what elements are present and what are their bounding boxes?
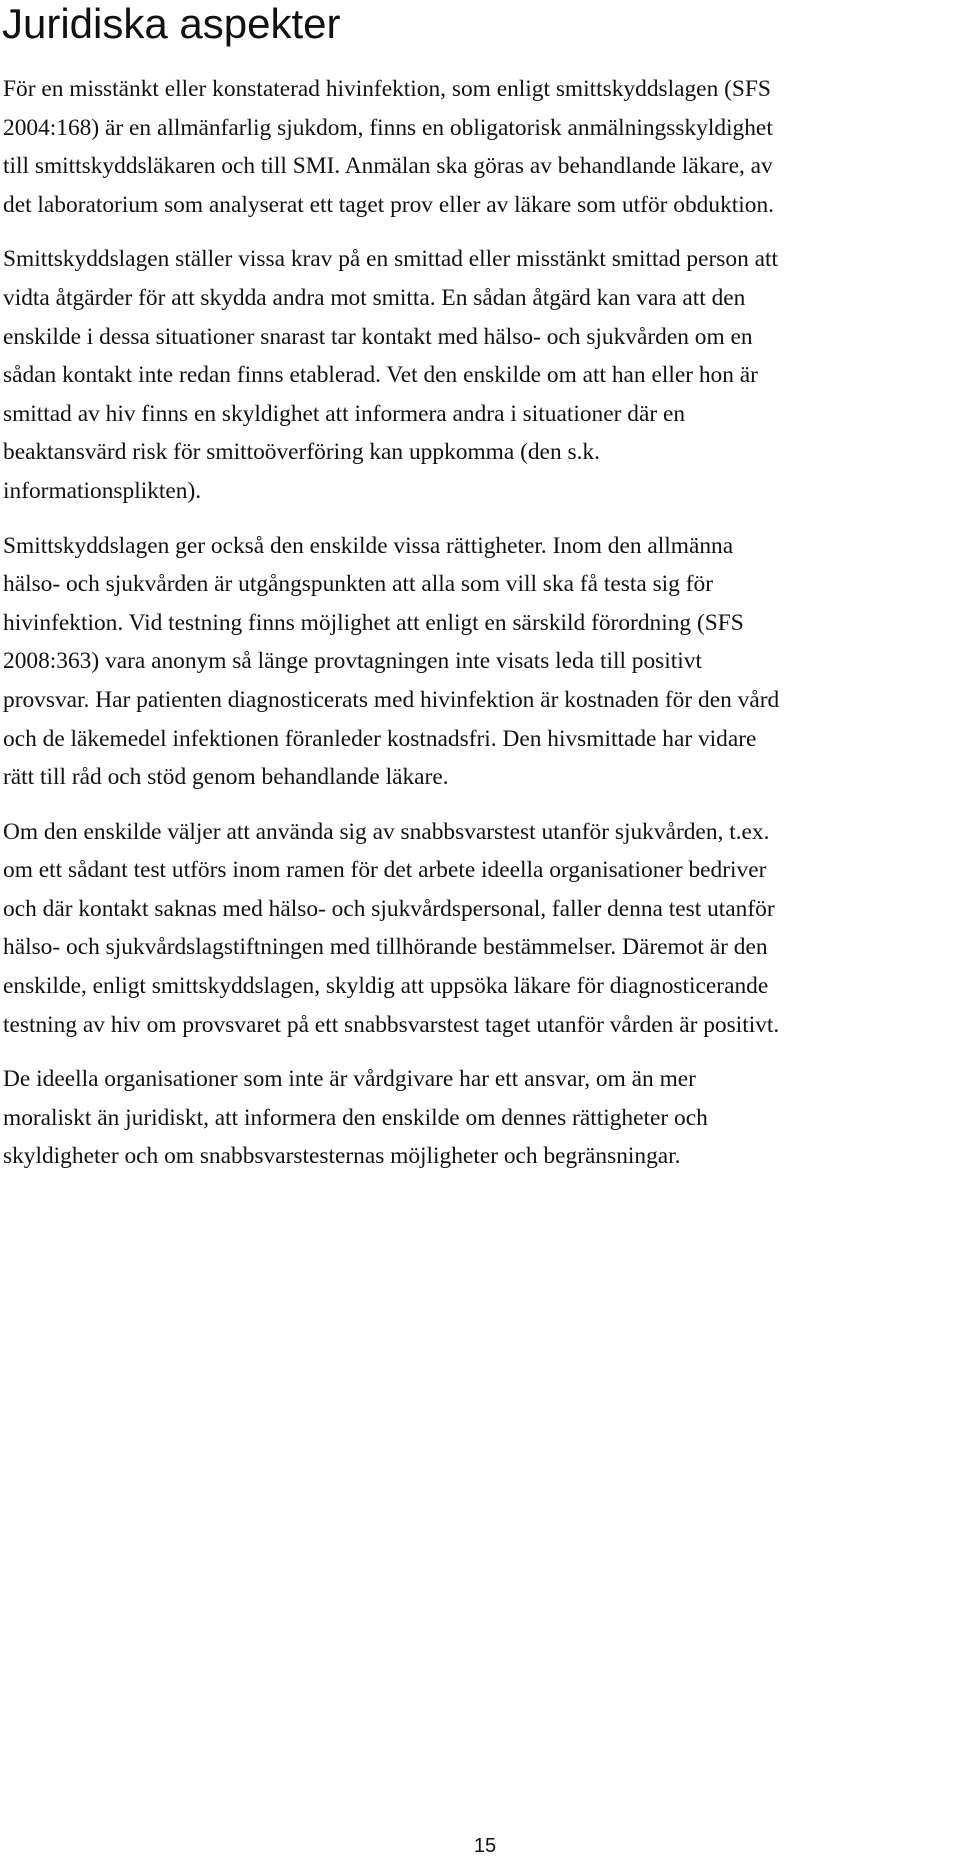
text-line: Smittskyddslagen ger också den enskilde vissa rättigheter. Inom den allmänna	[3, 532, 734, 559]
paragraph-obligations	[0, 240, 956, 510]
text-line: För en misstänkt eller konstaterad hivinfektion, som enligt smittskyddslagen (SFS	[3, 76, 771, 102]
text-line: vidta åtgärder för att skydda andra mot smitta. En sådan åtgärd kan vara att den	[3, 284, 746, 311]
paragraph-reporting-obligation	[0, 70, 956, 224]
text-line: Smittskyddslagen ställer vissa krav på en smittad eller misstänkt smittad person att	[3, 246, 779, 273]
text-line: Om den enskilde väljer att använda sig av snabbsvarstest utanför sjukvården, t.ex.	[3, 818, 770, 845]
text-line: enskilde i dessa situationer snarast tar kontakt med hälso- och sjukvården om en	[3, 323, 753, 350]
text-line: informationsplikten).	[3, 477, 202, 504]
text-line: De ideella organisationer som inte är vårdgivare har ett ansvar, om än mer	[3, 1066, 696, 1093]
text-line: skyldigheter och om snabbsvarstesternas möjligheter och begränsningar.	[3, 1143, 681, 1170]
text-line: hälso- och sjukvårdslagstiftningen med tillhörande bestämmelser. Däremot är den	[3, 934, 768, 961]
text-line: moraliskt än juridiskt, att informera den enskilde om dennes rättigheter och	[3, 1104, 708, 1131]
text-line: rätt till råd och stöd genom behandlande läkare.	[3, 764, 449, 791]
text-line: till smittskyddsläkaren och till SMI. Anmälan ska göras av behandlande läkare, av	[3, 153, 773, 180]
text-line: enskilde, enligt smittskyddslagen, skyldig att uppsöka läkare för diagnosticerande	[3, 973, 769, 1000]
paragraph-rights	[0, 527, 956, 797]
text-line: 2004:168) är en allmänfarlig sjukdom, finns en obligatorisk anmälningsskyldighet	[3, 114, 773, 141]
text-line: 2008:363) vara anonym så länge provtagningen inte visats leda till positivt	[3, 648, 702, 675]
text-line: och där kontakt saknas med hälso- och sjukvårdspersonal, faller denna test utanför	[3, 895, 775, 922]
body-text	[0, 70, 956, 1192]
text-line: smittad av hiv finns en skyldighet att informera andra i situationer där en	[3, 400, 686, 427]
text-line: hivinfektion. Vid testning finns möjlighet att enligt en särskild förordning (SFS	[3, 609, 744, 636]
text-line: testning av hiv om provsvaret på ett snabbsvarstest taget utanför vården är positivt.	[3, 1011, 780, 1038]
text-line: om ett sådant test utförs inom ramen för det arbete ideella organisationer bedriver	[3, 857, 767, 884]
page-title: Juridiska aspekter	[2, 0, 341, 47]
page-number: 15	[473, 1835, 497, 1857]
paragraph-organisations	[0, 1060, 956, 1176]
text-line: beaktansvärd risk för smittoöverföring kan uppkomma (den s.k.	[3, 439, 600, 466]
text-line: det laboratorium som analyserat ett taget prov eller av läkare som utför obduktion.	[3, 191, 775, 218]
text-line: sådan kontakt inte redan finns etablerad. Vet den enskilde om att han eller hon är	[3, 362, 758, 389]
text-line: provsvar. Har patienten diagnosticerats med hivinfektion är kostnaden för den vård	[3, 686, 780, 713]
paragraph-rapid-tests	[0, 813, 956, 1045]
text-line: hälso- och sjukvården är utgångspunkten att alla som vill ska få testa sig för	[3, 571, 713, 598]
text-line: och de läkemedel infektionen föranleder kostnadsfri. Den hivsmittade har vidare	[3, 725, 757, 752]
